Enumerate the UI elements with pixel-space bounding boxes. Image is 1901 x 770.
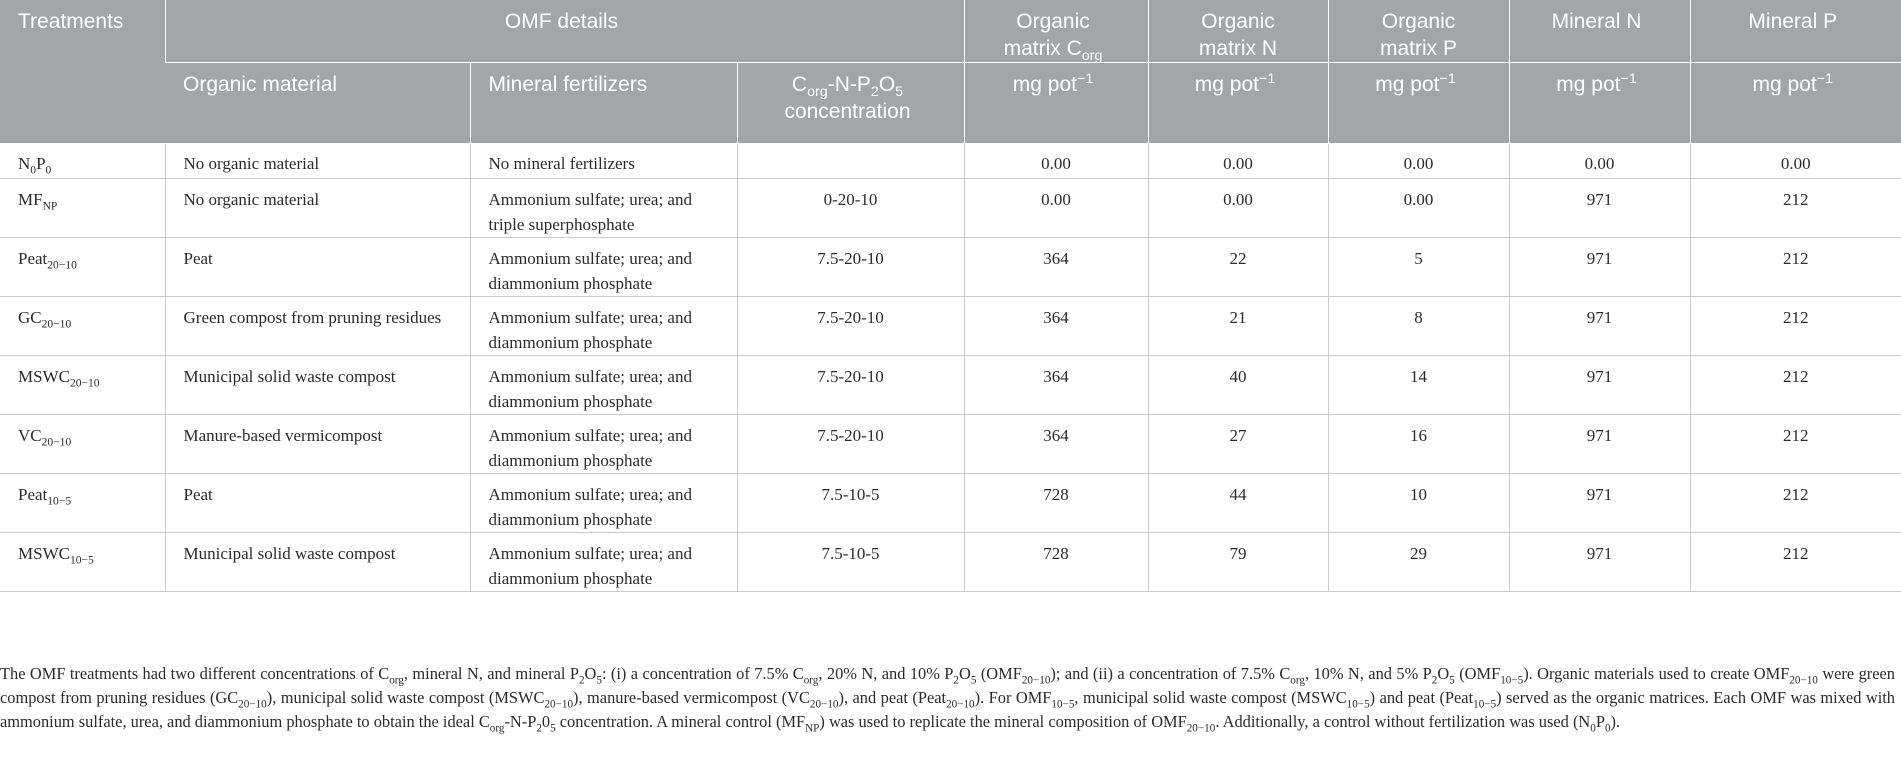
mineral-n-cell: 971 <box>1509 533 1690 592</box>
header-treatments: Treatments <box>0 0 165 144</box>
corg-cell: 364 <box>964 238 1148 297</box>
mineral-p-cell: 212 <box>1690 238 1901 297</box>
organic-material-cell: Peat <box>165 474 470 533</box>
organic-material-cell: Municipal solid waste compost <box>165 356 470 415</box>
header-organic-matrix-n: Organic matrix N <box>1148 0 1328 63</box>
mineral-n-cell: 971 <box>1509 179 1690 238</box>
organic-p-cell: 0.00 <box>1328 179 1509 238</box>
corg-cell: 0.00 <box>964 144 1148 179</box>
corg-cell: 0.00 <box>964 179 1148 238</box>
organic-material-cell: No organic material <box>165 144 470 179</box>
mineral-fertilizers-cell: Ammonium sulfate; urea; and diammonium phosphate <box>470 415 737 474</box>
organic-material-cell: No organic material <box>165 179 470 238</box>
organic-p-cell: 29 <box>1328 533 1509 592</box>
mineral-p-cell: 212 <box>1690 474 1901 533</box>
mineral-p-cell: 0.00 <box>1690 144 1901 179</box>
table-row <box>0 533 1901 592</box>
treatment-cell: $GC_{20-10}$ <box>0 297 165 356</box>
organic-material-cell: Municipal solid waste compost <box>165 533 470 592</box>
mineral-fertilizers-cell: Ammonium sulfate; urea; and diammonium phosphate <box>470 238 737 297</box>
mineral-n-cell: 971 <box>1509 297 1690 356</box>
organic-material-cell: Manure-based vermicompost <box>165 415 470 474</box>
header-concentration: $C_{org}-N-P_2O_5$ concentration <box>737 63 964 144</box>
concentration-cell: 7.5-10-5 <box>737 533 964 592</box>
treatment-cell: Peat$_{20-10}$ <box>0 238 165 297</box>
organic-material-cell: Green compost from pruning residues <box>165 297 470 356</box>
concentration-cell: 7.5-20-10 <box>737 415 964 474</box>
treatment-cell: $MSWC_{20-10}$ <box>0 356 165 415</box>
concentration-cell: 7.5-20-10 <box>737 238 964 297</box>
mineral-fertilizers-cell: No mineral fertilizers <box>470 144 737 179</box>
organic-p-cell: 14 <box>1328 356 1509 415</box>
table-row <box>0 179 1901 238</box>
table-row <box>0 415 1901 474</box>
treatment-cell: $N_0P_0$ <box>0 144 165 179</box>
organic-n-cell: 44 <box>1148 474 1328 533</box>
treatment-cell: $MF_{NP}$ <box>0 179 165 238</box>
organic-p-cell: 0.00 <box>1328 144 1509 179</box>
corg-cell: 728 <box>964 533 1148 592</box>
concentration-cell: 0-20-10 <box>737 179 964 238</box>
mineral-fertilizers-cell: Ammonium sulfate; urea; and diammonium phosphate <box>470 297 737 356</box>
corg-cell: 728 <box>964 474 1148 533</box>
mineral-fertilizers-cell: Ammonium sulfate; urea; and diammonium phosphate <box>470 474 737 533</box>
mineral-p-cell: 212 <box>1690 533 1901 592</box>
mineral-p-cell: 212 <box>1690 179 1901 238</box>
mineral-p-cell: 212 <box>1690 415 1901 474</box>
organic-n-cell: 40 <box>1148 356 1328 415</box>
organic-n-cell: 79 <box>1148 533 1328 592</box>
corg-cell: 364 <box>964 356 1148 415</box>
concentration-cell: 7.5-10-5 <box>737 474 964 533</box>
mineral-n-cell: 971 <box>1509 356 1690 415</box>
mineral-p-cell: 212 <box>1690 356 1901 415</box>
mineral-n-cell: 0.00 <box>1509 144 1690 179</box>
mineral-fertilizers-cell: Ammonium sulfate; urea; and diammonium phosphate <box>470 533 737 592</box>
table-row <box>0 356 1901 415</box>
organic-n-cell: 21 <box>1148 297 1328 356</box>
header-mineral-p: Mineral P <box>1690 0 1901 63</box>
mineral-n-cell: 971 <box>1509 415 1690 474</box>
corg-cell: 364 <box>964 297 1148 356</box>
mineral-n-cell: 971 <box>1509 238 1690 297</box>
organic-p-cell: 8 <box>1328 297 1509 356</box>
concentration-cell: 7.5-20-10 <box>737 297 964 356</box>
header-unit: mg pot$^{-1}$ <box>1509 63 1690 144</box>
header-unit: mg pot$^{-1}$ <box>1148 63 1328 144</box>
mineral-fertilizers-cell: Ammonium sulfate; urea; and triple superphosphate <box>470 179 737 238</box>
header-omf-details: OMF details <box>165 0 964 63</box>
header-mineral-fertilizers: Mineral fertilizers <box>470 63 737 144</box>
organic-p-cell: 16 <box>1328 415 1509 474</box>
table-footnote: The OMF treatments had two different concentrations of $C_{org}$, mineral N, and mineral $P_2O_5$: (i) a concentration of 7.5% $C_{org}$, 20% N, and 10% $P_2O_5$ $(OMF_{20-10})$; and (ii) a concentration of 7.5% $C_{org}$, 10% N, and 5% $P_2O_5$ $(OMF_{10-5})$. Organic materials used to create $OMF_{20-10}$ were green compost from pruning residues $(GC_{20-10})$, municipal solid waste compost $(MSWC_{20-10})$, manure-based vermicompost $(VC_{20-10})$, and peat (Peat$_{20-10}$). For $OMF_{10-5}$, municipal solid waste compost $(MSWC_{10-5})$ and peat (Peat$_{10-5}$) served as the organic matrices. Each OMF was mixed with ammonium sulfate, urea, and diammonium phosphate to obtain the ideal $C_{org}-N-P_20_5$ concentration. A mineral control $(MF_{NP})$ was used to replicate the mineral composition of $OMF_{20-10}$. Additionally, a control without fertilization was used $(N_0P_0)$. <box>0 664 1895 735</box>
corg-cell: 364 <box>964 415 1148 474</box>
table-row <box>0 474 1901 533</box>
mineral-n-cell: 971 <box>1509 474 1690 533</box>
mineral-p-cell: 212 <box>1690 297 1901 356</box>
header-unit: mg pot$^{-1}$ <box>964 63 1148 144</box>
table-row <box>0 144 1901 179</box>
organic-n-cell: 0.00 <box>1148 144 1328 179</box>
treatment-cell: $MSWC_{10-5}$ <box>0 533 165 592</box>
table-row <box>0 238 1901 297</box>
header-organic-matrix-p: Organic matrix P <box>1328 0 1509 63</box>
header-organic-matrix-corg: Organic matrix $C_{org}$ <box>964 0 1148 63</box>
concentration-cell: 7.5-20-10 <box>737 356 964 415</box>
organic-n-cell: 0.00 <box>1148 179 1328 238</box>
organic-p-cell: 5 <box>1328 238 1509 297</box>
organic-n-cell: 27 <box>1148 415 1328 474</box>
header-unit: mg pot$^{-1}$ <box>1328 63 1509 144</box>
mineral-fertilizers-cell: Ammonium sulfate; urea; and diammonium phosphate <box>470 356 737 415</box>
organic-p-cell: 10 <box>1328 474 1509 533</box>
concentration-cell <box>737 144 964 179</box>
treatment-cell: Peat$_{10-5}$ <box>0 474 165 533</box>
header-unit: mg pot$^{-1}$ <box>1690 63 1901 144</box>
organic-material-cell: Peat <box>165 238 470 297</box>
table-row <box>0 297 1901 356</box>
header-organic-material: Organic material <box>165 63 470 144</box>
header-mineral-n: Mineral N <box>1509 0 1690 63</box>
organic-n-cell: 22 <box>1148 238 1328 297</box>
treatment-cell: $VC_{20-10}$ <box>0 415 165 474</box>
